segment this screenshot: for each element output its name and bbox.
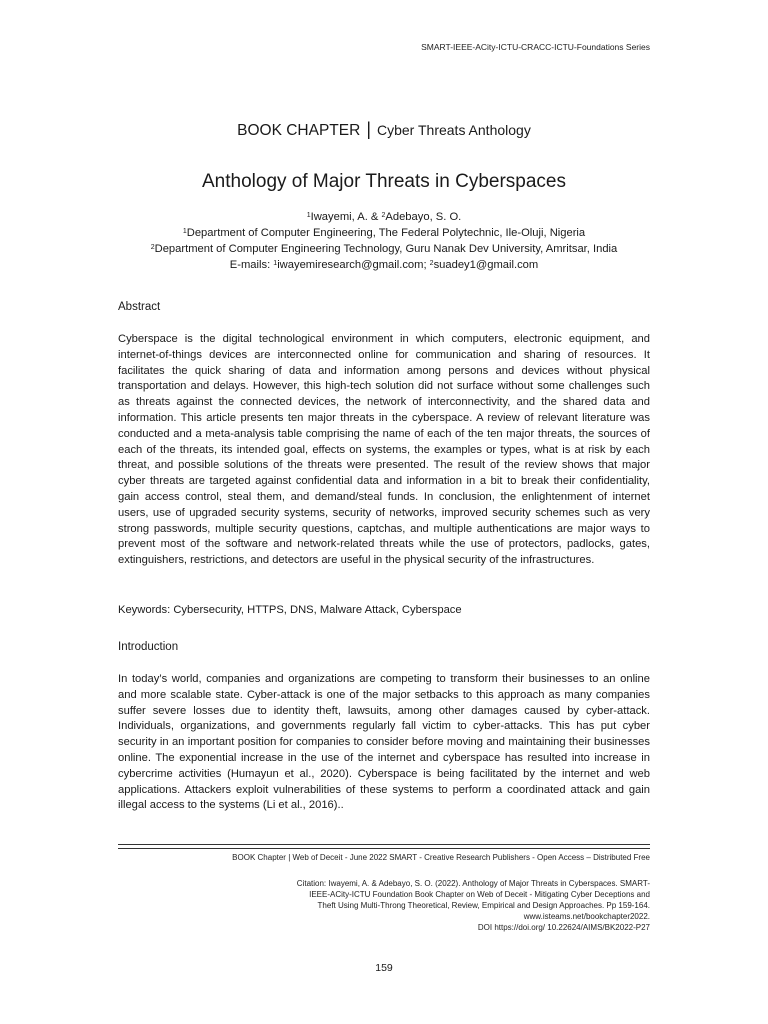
affiliation-2-text: Department of Computer Engineering Technology, Guru Nanak Dev University, Amritsar, India [154, 243, 618, 255]
emails-label: E-mails [229, 259, 268, 271]
footer-divider-top [118, 844, 650, 845]
citation-text: : Iwayemi, A. & Adebayo, S. O. (2022). Anthology of Major Threats in Cyberspaces. SMART-IEEE-ACity-ICTU Foundation Book Chapter on Web of Deceit - Mitigating Cyber Deceptions and Theft Using Multi-Throng Theoretical, Review, Empirical and Design Approaches. Pp 159-164. www.isteams.net/bookchapter2022. [309, 879, 650, 921]
chapter-label: BOOK CHAPTER [237, 122, 361, 139]
author1-name: Iwayemi, A. & [310, 211, 382, 223]
citation-label: Citation [296, 879, 324, 888]
email1-sup: 1 [273, 260, 278, 267]
footer-divider-bottom [118, 848, 650, 849]
introduction-heading: Introduction [118, 641, 179, 653]
affiliation-1-sup: 1 [182, 228, 187, 235]
author1-sup: 1 [306, 212, 311, 219]
keywords-text: Cybersecurity, HTTPS, DNS, Malware Attack, Cyberspace [170, 604, 462, 616]
affiliation-2 [0, 240, 768, 258]
email-line: E-mails: $^1$iwayemiresearch@gmail.com; $^2$suadey1@gmail.com [229, 259, 539, 271]
email-2: suadey1@gmail.com [433, 259, 539, 271]
affiliation-1-text: Department of Computer Engineering, The Federal Polytechnic, Ile-Oluji, Nigeria [186, 227, 586, 239]
affiliation-1 [0, 224, 768, 242]
chapter-subtitle: Cyber Threats Anthology [377, 122, 531, 138]
abstract-heading: Abstract [118, 301, 161, 313]
affiliation-2-sup: 2 [150, 244, 155, 251]
email-1: iwayemiresearch@gmail.com; [277, 259, 430, 271]
citation-block [290, 878, 650, 933]
email2-sup: 2 [429, 260, 434, 267]
chapter-heading [0, 119, 768, 140]
author-line [0, 208, 768, 226]
keywords-label: Keywords: [118, 604, 171, 616]
introduction-body: In today’s world, companies and organizations are competing to transform their businesses to an online and more scalable state. Cyber-attack is one of the major setbacks to this approach as many companies suffer severe losses due to identity theft, lawsuits, among other damages caused by cyber-attack. Individuals, organizations, and governments regularly fall victim to cyber-attacks. This has put cyber security in an important position for companies to consider before moving and maintaining their businesses online. The exponential increase in the use of the internet and cyberspace has resulted into increase in cybercrime activities (Humayun et al., 2020). Cyberspace is being facilitated by the internet and web applications. Attackers exploit vulnerabilities of these systems to perform a coordinated attack and gain illegal access to the systems (Li et al., 2016).. [118, 673, 650, 812]
paper-title: Anthology of Major Threats in Cyberspaces [202, 171, 566, 192]
author2-name: Adebayo, S. O. [385, 211, 462, 223]
abstract-body: Cyberspace is the digital technological environment in which computers, electronic equipment, and internet-of-things devices are interconnected online for communication and sharing of resources. It facilitates the quick sharing of data and information among persons and devices without physical transportation and delays. However, this high-tech solution did not surface without some challenges such as threats against the connected devices, the network of interconnectivity, and the shared data and information. This article presents ten major threats in the cyberspace. A review of relevant literature was conducted and a meta-analysis table comprising the name of each of the ten major threats, the sources of each of the threats, its intended goal, effects on systems, the examples or types, what is at risk by each threat, and possible solutions of the threats were presented. The result of the review shows that major cyber threats are targeted against confidential data and information in a bit to break their confidentiality, gain access control, steal them, and demand/steal funds. In conclusion, the enlightenment of internet users, use of upgraded security systems, security of networks, improved security schemes such as very strong passwords, multiple security questions, captchas, and multiple authentications are major ways to prevent most of the software and network-related threats while the use of protectors, padlocks, gates, extinguishers, restrictions, and detectors are useful in the physical security of the infrastructures. [118, 333, 650, 567]
keywords-line [118, 603, 650, 619]
series-header: SMART-IEEE-ACity-ICTU-CRACC-ICTU-Foundations Series [421, 42, 650, 52]
author2-sup: 2 [381, 212, 386, 219]
page-number: 159 [375, 962, 393, 974]
doi-link[interactable]: DOI https://doi.org/ 10.22624/AIMS/BK2022-P27 [477, 923, 650, 932]
chapter-divider: | [366, 119, 371, 139]
footer-publication-line: BOOK Chapter | Web of Deceit - June 2022 SMART - Creative Research Publishers - Open Access – Distributed Free [232, 853, 650, 862]
